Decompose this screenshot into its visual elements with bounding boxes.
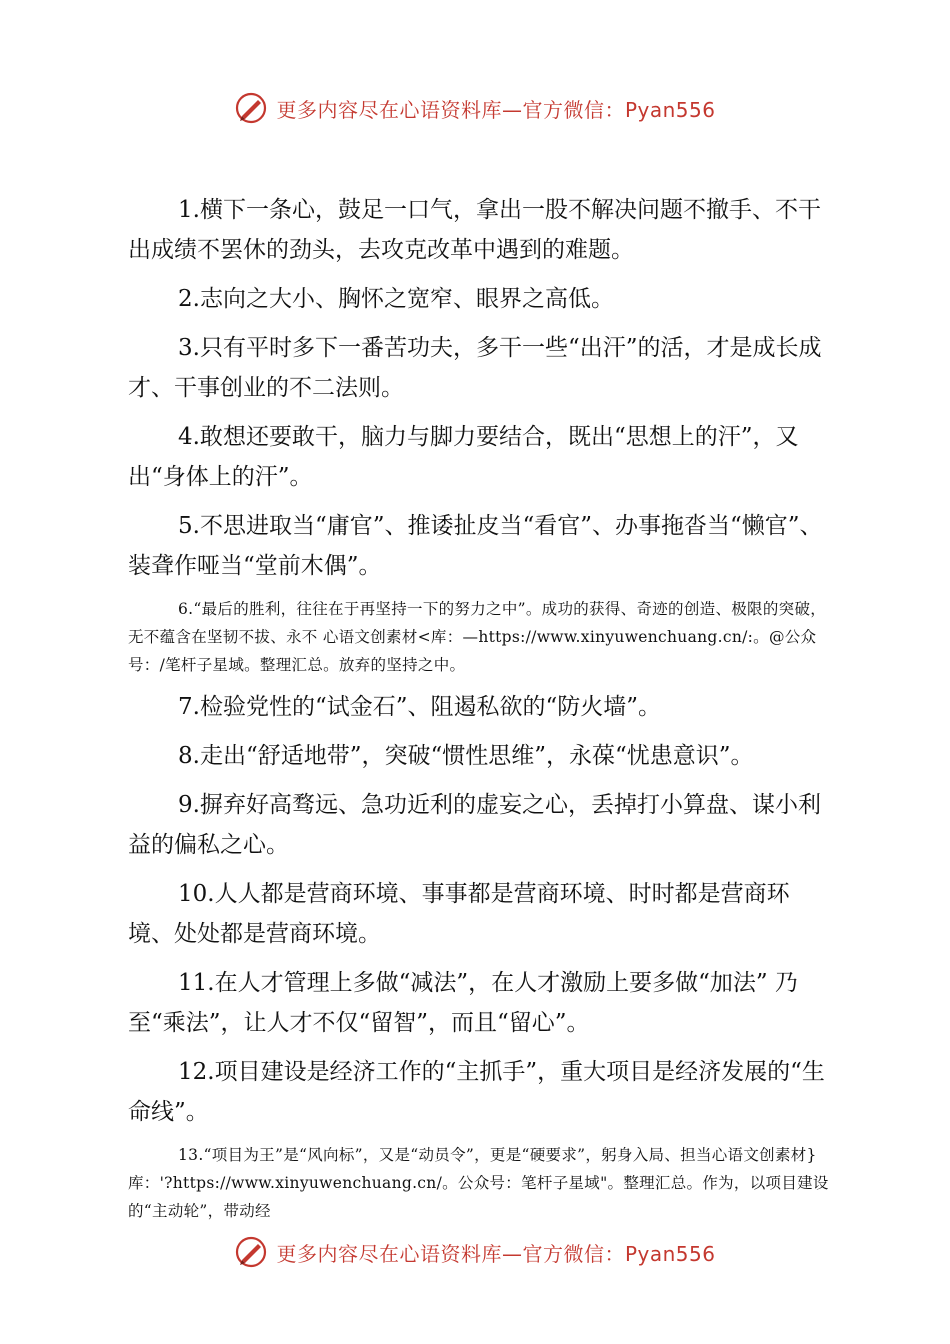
footer-watermark-banner [0,1232,950,1272]
pen-logo-icon [234,91,268,125]
paragraph-1: 1.横下一条心，鼓足一口气，拿出一股不解决问题不撤手、不干出成绩不罢休的劲头，去攻克改革中遇到的难题。 [128,197,821,263]
paragraph-4: 4.敢想还要敢干，脑力与脚力要结合，既出“思想上的汗”，又出“身体上的汗”。 [128,424,799,490]
pen-logo-icon [234,1235,268,1269]
paragraph-13: 13.“项目为王”是“风向标”，又是“动员令”，更是“硬要求”，躬身入局、担当心语文创素材}库：'?https://www.xinyuwenchuang.cn/。公众号：笔杆子星域"。整理汇总。作为，以项目建设的“主动轮”，带动经 [128,1146,829,1220]
paragraph-8: 8.走出“舒适地带”，突破“惯性思维”，永葆“忧患意识”。 [178,743,754,769]
paragraph-3: 3.只有平时多下一番苦功夫，多干一些“出汗”的活，才是成长成才、干事创业的不二法则。 [128,335,822,401]
paragraph-6: 6.“最后的胜利，往往在于再坚持一下的努力之中”。成功的获得、奇迹的创造、极限的突破，无不蕴含在坚韧不拔、永不 心语文创素材<库：—https://www.xinyuwenchuang.cn/:。@公众号：/笔杆子星域。整理汇总。放弃的坚持之中。 [128,600,827,674]
header-watermark-banner [0,88,950,128]
paragraph-7: 7.检验党性的“试金石”、阻遏私欲的“防火墙”。 [178,694,661,720]
paragraph-2: 2.志向之大小、胸怀之宽窄、眼界之高低。 [178,286,614,312]
paragraph-12: 12.项目建设是经济工作的“主抓手”，重大项目是经济发展的“生命线”。 [128,1059,825,1125]
paragraph-9: 9.摒弃好高骛远、急功近利的虚妄之心，丢掉打小算盘、谋小利益的偏私之心。 [128,792,821,858]
banner-text: 更多内容尽在心语资料库—官方微信：Pyan556 [276,1241,716,1266]
paragraph-10: 10.人人都是营商环境、事事都是营商环境、时时都是营商环境、处处都是营商环境。 [128,881,790,947]
paragraph-11: 11.在人才管理上多做“减法”，在人才激励上要多做“加法” 乃至“乘法”，让人才不仅“留智”，而且“留心”。 [128,970,798,1036]
banner-text: 更多内容尽在心语资料库—官方微信：Pyan556 [276,97,716,122]
paragraph-5: 5.不思进取当“庸官”、推诿扯皮当“看官”、办事拖沓当“懒官”、装聋作哑当“堂前木偶”。 [128,513,823,579]
document-body [128,190,832,1233]
